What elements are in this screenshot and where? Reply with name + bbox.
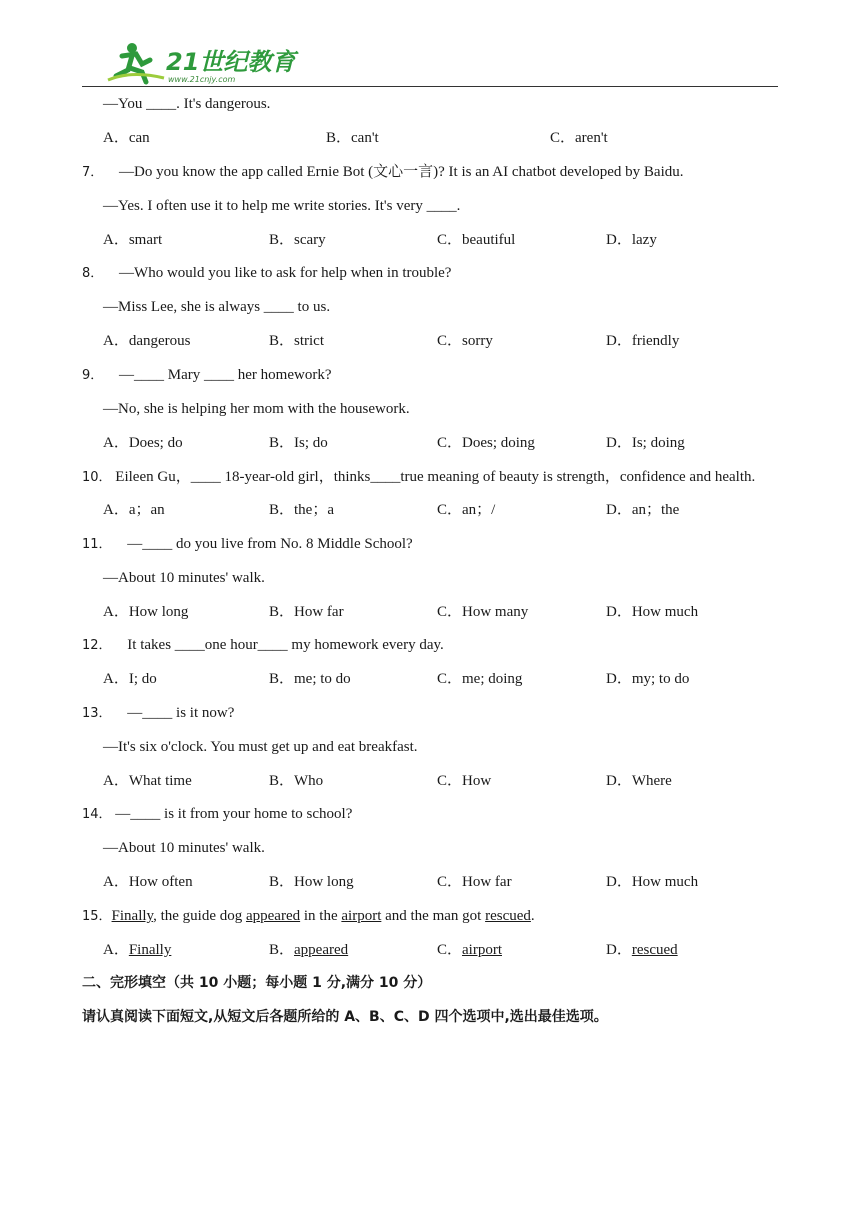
q14-option-d: D．How much — [606, 874, 699, 890]
q15-word-appeared: appeared — [245, 908, 301, 924]
logo-21cnjy — [102, 40, 296, 84]
q7-option-c: C．beautiful — [437, 232, 516, 248]
q15-option-d — [606, 940, 678, 960]
q15-option-c-letter: C． — [437, 942, 463, 958]
q15-word-finally: Finally — [111, 908, 154, 924]
q15-text: , the guide dog — [153, 908, 246, 924]
q15-stem-line — [82, 906, 535, 927]
q12-stem: It takes ____one hour____ my homework every day. — [127, 637, 444, 653]
q14-stem: —____ is it from your home to school? — [115, 806, 353, 822]
q14-option-a: A．How often — [103, 874, 193, 890]
q8-option-d: D．friendly — [606, 333, 680, 349]
q15-option-b-letter: B． — [269, 942, 295, 958]
q10-option-a: A．a；an — [103, 502, 165, 518]
q15-text: . — [530, 908, 535, 924]
q12-option-a: A．I; do — [103, 671, 157, 687]
q11-option-c: C．How many — [437, 604, 529, 620]
q14-option-b: B．How long — [269, 874, 354, 890]
q13-stem-line — [82, 703, 234, 724]
q9-answer-line: —No, she is helping her mom with the housework. — [103, 401, 410, 417]
q15-number: 15． — [82, 909, 112, 924]
q9-stem: —____ Mary ____ her homework? — [119, 367, 332, 383]
q12-stem-line — [82, 635, 444, 656]
logo-url: www.21cnjy.com — [168, 75, 236, 84]
q8-option-a: A．dangerous — [103, 333, 191, 349]
q8-answer-line: —Miss Lee, she is always ____ to us. — [103, 299, 331, 315]
q7-option-b: B．scary — [269, 232, 326, 248]
q13-option-c: C．How — [437, 773, 492, 789]
q7-option-d: D．lazy — [606, 232, 657, 248]
q15-option-d-letter: D． — [606, 942, 632, 958]
q7-stem: —Do you know the app called Ernie Bot (文心一言)? It is an AI chatbot developed by Baidu. — [119, 164, 684, 180]
q7-number: 7． — [82, 165, 104, 180]
q6-option-a: A．can — [103, 130, 150, 146]
q12-option-b: B．me; to do — [269, 671, 351, 687]
q12-number: 12． — [82, 638, 112, 653]
section-2-instruction: 请认真阅读下面短文,从短文后各题所给的 A、B、C、D 四个选项中,选出最佳选项。 — [82, 1009, 608, 1025]
q15-word-rescued: rescued — [485, 908, 531, 924]
q8-option-b: B．strict — [269, 333, 324, 349]
page-header — [82, 38, 778, 87]
q6-option-b: B．can't — [326, 130, 379, 146]
q15-option-a-letter: A． — [103, 942, 129, 958]
q10-option-c: C．an；/ — [437, 502, 496, 518]
q9-number: 9． — [82, 368, 104, 383]
q8-stem: —Who would you like to ask for help when in trouble? — [119, 265, 452, 281]
q6-option-c: C．aren't — [550, 130, 608, 146]
q15-option-a — [103, 940, 171, 960]
q13-option-b: B．Who — [269, 773, 324, 789]
q13-option-d: D．Where — [606, 773, 672, 789]
q9-option-c: C．Does; doing — [437, 435, 535, 451]
q15-option-d-word: rescued — [631, 942, 678, 958]
runner-icon — [108, 43, 164, 82]
q10-stem: Eileen Gu，____ 18-year-old girl，thinks____true meaning of beauty is strength，confidence and health. — [115, 469, 756, 485]
q9-stem-line — [82, 365, 332, 386]
q6-answer-line: —You ____. It's dangerous. — [103, 96, 271, 112]
q11-option-d: D．How much — [606, 604, 699, 620]
q14-stem-line — [82, 804, 352, 825]
q10-stem-line — [82, 467, 755, 488]
q8-number: 8． — [82, 266, 104, 281]
q11-stem-line — [82, 534, 413, 555]
q12-option-d: D．my; to do — [606, 671, 690, 687]
q14-option-c: C．How far — [437, 874, 512, 890]
q11-number: 11． — [82, 537, 112, 552]
q15-option-b-word: appeared — [294, 942, 349, 958]
q15-word-airport: airport — [341, 908, 382, 924]
logo-text: 21世纪教育 — [166, 48, 296, 76]
q14-answer-line: —About 10 minutes' walk. — [103, 840, 265, 856]
q15-text: and the man got — [381, 908, 486, 924]
q11-stem: —____ do you live from No. 8 Middle School? — [127, 536, 413, 552]
q9-option-a: A．Does; do — [103, 435, 183, 451]
q11-option-b: B．How far — [269, 604, 344, 620]
q13-option-a: A．What time — [103, 773, 192, 789]
q15-option-a-word: Finally — [128, 942, 172, 958]
q12-option-c: C．me; doing — [437, 671, 523, 687]
q13-answer-line: —It's six o'clock. You must get up and eat breakfast. — [103, 739, 418, 755]
q15-option-c — [437, 940, 502, 960]
q10-option-d: D．an；the — [606, 502, 680, 518]
q15-text: in the — [300, 908, 342, 924]
q8-option-c: C．sorry — [437, 333, 493, 349]
q13-number: 13． — [82, 706, 112, 721]
q8-stem-line — [82, 263, 451, 284]
q7-stem-line — [82, 162, 684, 183]
q15-option-c-word: airport — [462, 942, 502, 958]
q15-option-b — [269, 940, 348, 960]
q7-answer-line: —Yes. I often use it to help me write stories. It's very ____. — [103, 198, 461, 214]
q10-number: 10． — [82, 470, 112, 485]
q11-option-a: A．How long — [103, 604, 189, 620]
section-2-title: 二、完形填空（共 10 小题；每小题 1 分,满分 10 分） — [82, 975, 432, 991]
q11-answer-line: —About 10 minutes' walk. — [103, 570, 265, 586]
q7-option-a: A．smart — [103, 232, 163, 248]
q9-option-b: B．Is; do — [269, 435, 328, 451]
q14-number: 14． — [82, 807, 112, 822]
q10-option-b: B．the；a — [269, 502, 334, 518]
q9-option-d: D．Is; doing — [606, 435, 685, 451]
q13-stem: —____ is it now? — [127, 705, 235, 721]
